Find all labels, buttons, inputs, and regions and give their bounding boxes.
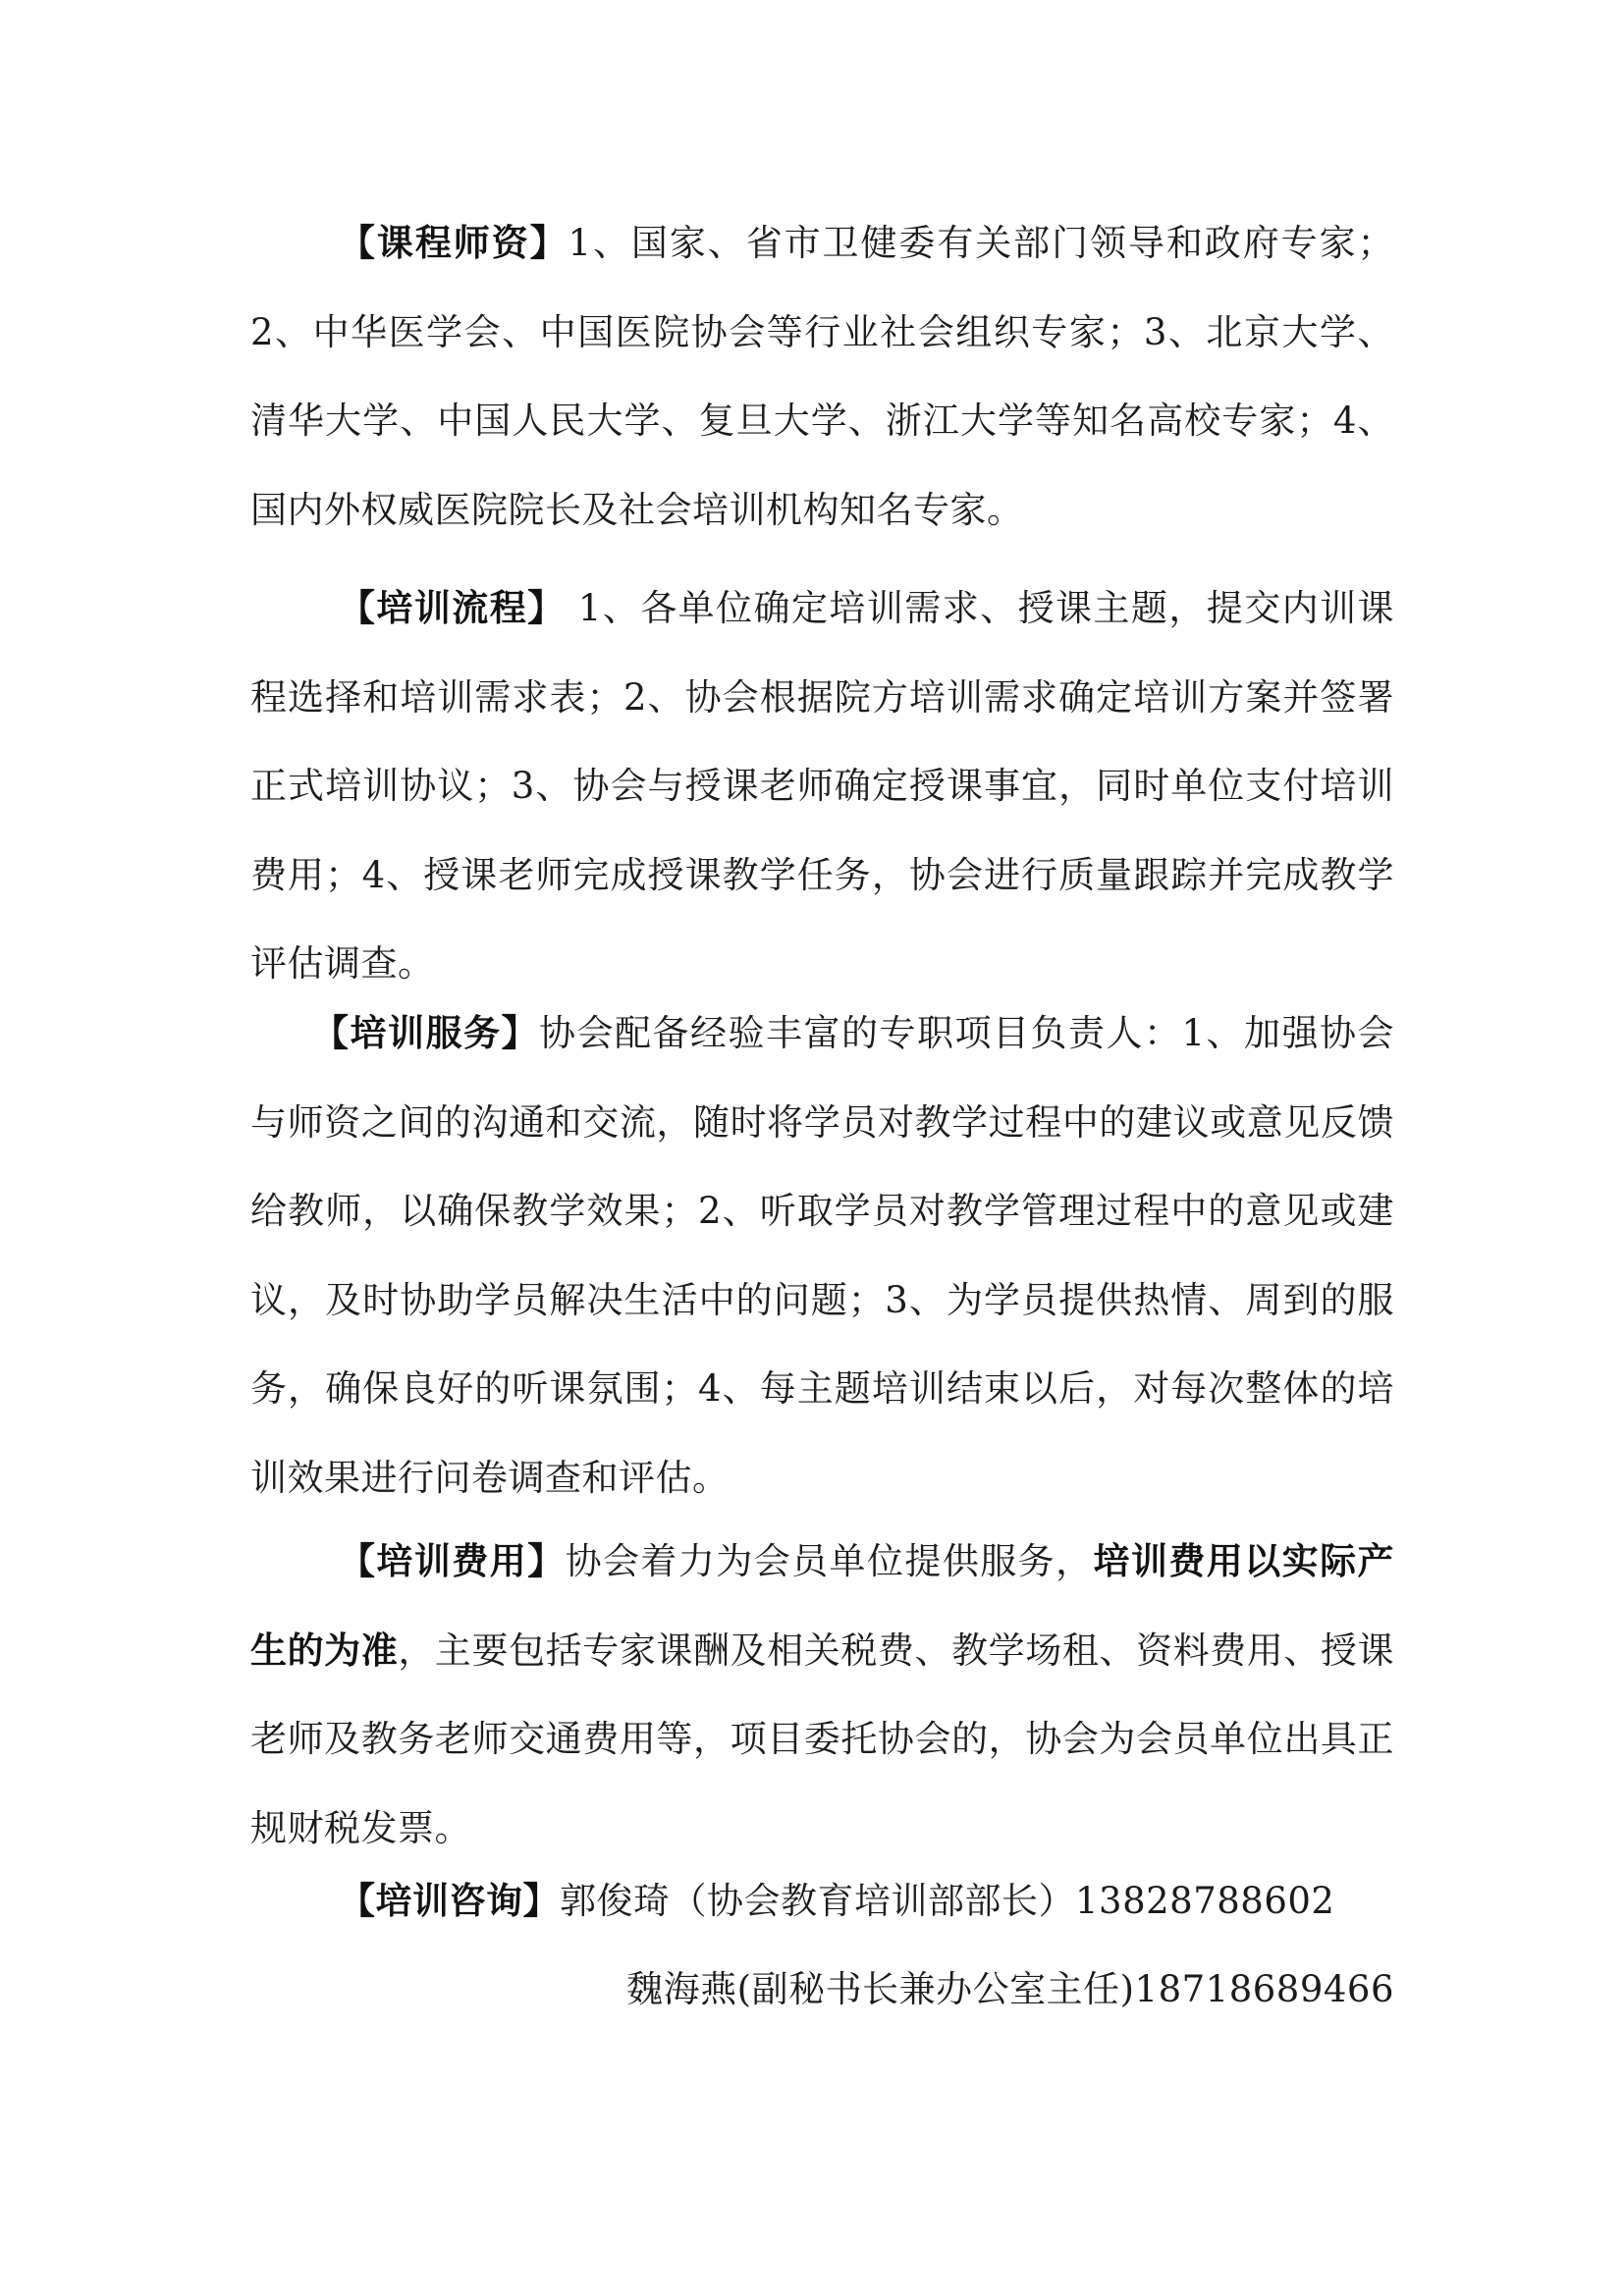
section-training-service [250, 989, 1394, 1522]
section-text-fee-before: 协会着力为会员单位提供服务， [565, 1540, 1094, 1582]
section-course-teachers [250, 199, 1394, 555]
section-heading-service: 【培训服务】 [312, 1012, 539, 1054]
section-text-fee-after: ，主要包括专家课酬及相关税费、教学场租、资料费用、授课老师及教务老师交通费用等，项目委托协会的，协会为会员单位出具正规财税发票。 [250, 1629, 1395, 1849]
consult-contact-secondary: 魏海燕(副秘书长兼办公室主任)18718689466 [626, 1968, 1394, 2010]
section-training-consult [250, 1857, 1394, 1947]
section-text-process: 1、各单位确定培训需求、授课主题，提交内训课程选择和培训需求表；2、协会根据院方培训需求确定培训方案并签署正式培训协议；3、协会与授课老师确定授课事宜，同时单位支付培训费用；4、授课老师完成授课教学任务，协会进行质量跟踪并完成教学评估调查。 [250, 587, 1395, 985]
consult-contact-primary: 郭俊琦（协会教育培训部部长）13828788602 [560, 1880, 1335, 1922]
section-heading-teachers: 【课程师资】 [339, 222, 568, 264]
section-training-process [250, 564, 1394, 1009]
section-text-teachers: 1、国家、省市卫健委有关部门领导和政府专家；2、中华医学会、中国医院协会等行业社会组织专家；3、北京大学、清华大学、中国人民大学、复旦大学、浙江大学等知名高校专家；4、国内外权威医院院长及社会培训机构知名专家。 [250, 222, 1394, 531]
section-text-fee-emphasis: 培训费用以实际产生的为准 [250, 1540, 1395, 1672]
section-heading-fee: 【培训费用】 [339, 1540, 566, 1582]
section-heading-consult: 【培训咨询】 [339, 1880, 560, 1922]
section-text-service: 协会配备经验丰富的专职项目负责人：1、加强协会与师资之间的沟通和交流，随时将学员对教学过程中的建议或意见反馈给教师，以确保教学效果；2、听取学员对教学管理过程中的意见或建议，及时协助学员解决生活中的问题；3、为学员提供热情、周到的服务，确保良好的听课氛围；4、每主题培训结束以后，对每次整体的培训效果进行问卷调查和评估。 [250, 1012, 1395, 1499]
section-heading-process: 【培训流程】 [339, 587, 566, 629]
section-training-fee [250, 1518, 1394, 1873]
